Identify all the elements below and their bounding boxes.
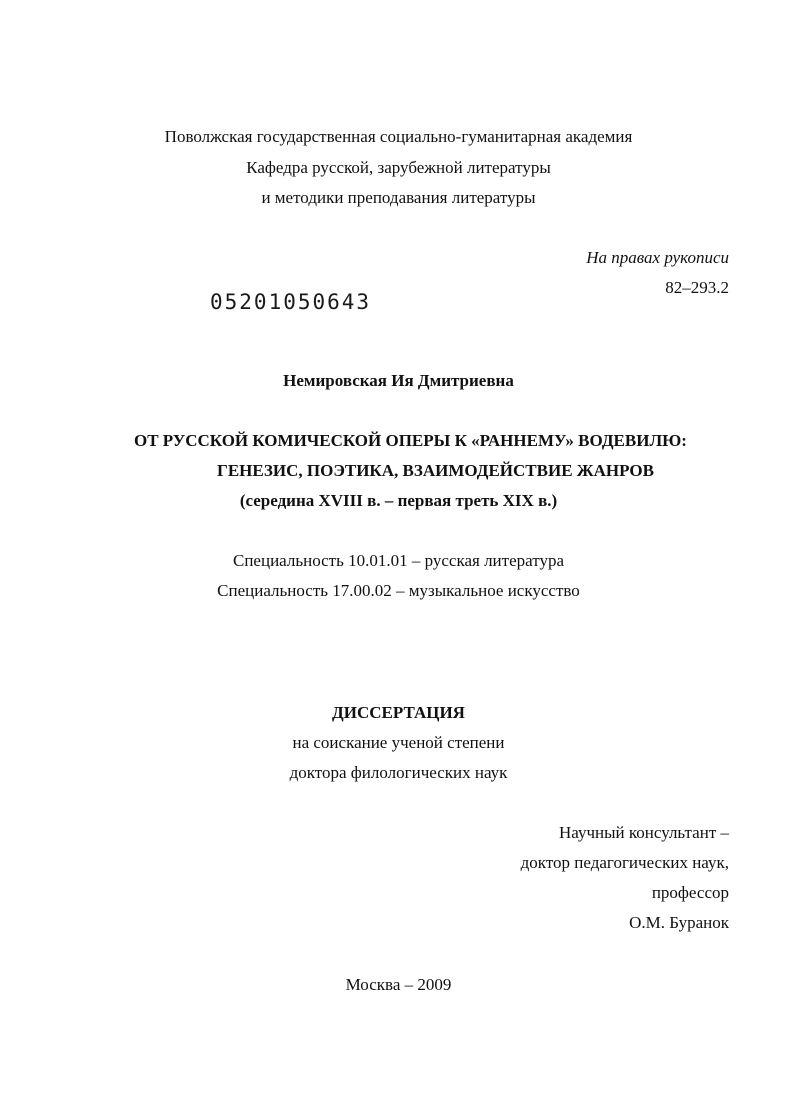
academy-name: Поволжская государственная социально-гуманитарная академия bbox=[164, 127, 633, 146]
department-line-1: Кафедра русской, зарубежной литературы bbox=[246, 158, 551, 177]
degree-line-2: доктора филологических наук bbox=[289, 763, 508, 782]
title-line-1: ОТ РУССКОЙ КОМИЧЕСКОЙ ОПЕРЫ К «РАННЕМУ» ВОДЕВИЛЮ: bbox=[134, 431, 687, 450]
manuscript-rights-notice: На правах рукописи bbox=[586, 248, 729, 267]
consultant-name: О.М. Буранок bbox=[629, 913, 729, 932]
title-period: (середина XVIII в. – первая треть XIX в.) bbox=[239, 491, 558, 510]
title-line-2: ГЕНЕЗИС, ПОЭТИКА, ВЗАИМОДЕЙСТВИЕ ЖАНРОВ bbox=[217, 461, 654, 480]
author-name: Немировская Ия Дмитриевна bbox=[283, 371, 514, 390]
consultant-degree: доктор педагогических наук, bbox=[520, 853, 729, 872]
place-year: Москва – 2009 bbox=[345, 975, 452, 994]
specialty-2: Специальность 17.00.02 – музыкальное искусство bbox=[217, 581, 580, 600]
library-stamp-number: 05201050643 bbox=[210, 290, 372, 314]
specialty-1: Специальность 10.01.01 – русская литература bbox=[232, 551, 564, 570]
classification-code: 82–293.2 bbox=[665, 278, 729, 297]
dissertation-heading: ДИССЕРТАЦИЯ bbox=[332, 703, 465, 722]
consultant-title: профессор bbox=[651, 883, 729, 902]
department-line-2: и методики преподавания литературы bbox=[261, 188, 536, 207]
consultant-role: Научный консультант – bbox=[559, 823, 729, 842]
degree-line-1: на соискание ученой степени bbox=[292, 733, 505, 752]
